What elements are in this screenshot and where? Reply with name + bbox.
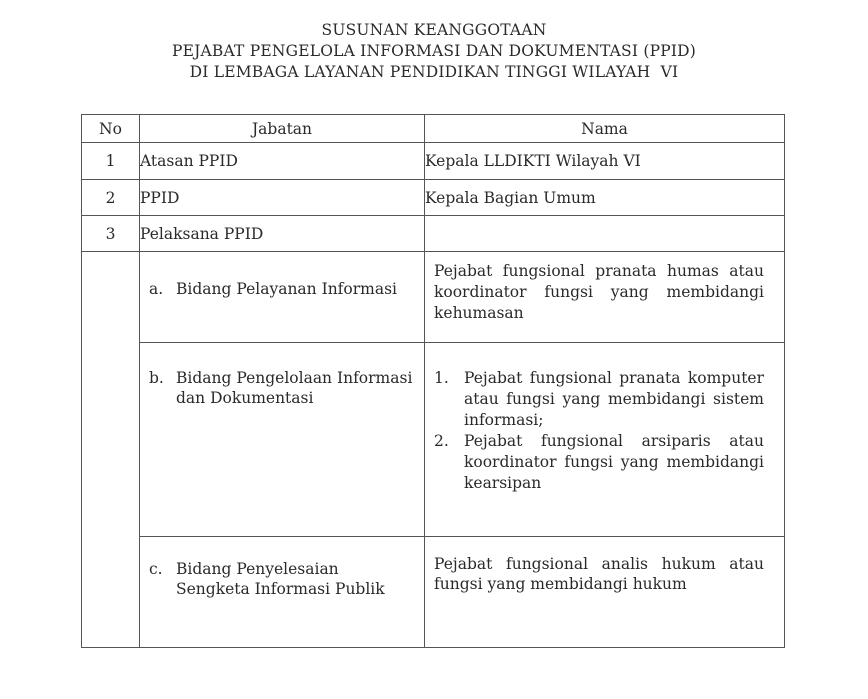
title-line-3: DI LEMBAGA LAYANAN PENDIDIKAN TINGGI WILAYAH VI xyxy=(189,63,679,81)
row-jabatan: Pelaksana PPID xyxy=(140,216,425,252)
row-jabatan: Atasan PPID xyxy=(140,143,425,180)
document-title xyxy=(0,20,868,83)
sub-mark: c. xyxy=(149,560,163,578)
row-nama xyxy=(425,216,785,252)
table-row xyxy=(82,180,785,216)
row-number-empty xyxy=(82,252,140,343)
row-number: 3 xyxy=(82,216,140,252)
row-nama: Kepala LLDIKTI Wilayah VI xyxy=(425,143,785,180)
header-nama: Nama xyxy=(425,115,785,143)
list-item xyxy=(434,431,764,494)
row-jabatan: PPID xyxy=(140,180,425,216)
row-number: 2 xyxy=(82,180,140,216)
table-header-row xyxy=(82,115,785,143)
list-number: 1. xyxy=(434,369,449,387)
row-nama: Kepala Bagian Umum xyxy=(425,180,785,216)
sub-jabatan: Bidang Pelayanan Informasi xyxy=(176,280,398,298)
table-row xyxy=(82,343,785,537)
list-number: 2. xyxy=(434,432,449,450)
sub-nama-cell xyxy=(425,252,785,343)
sub-jabatan-cell xyxy=(140,343,425,537)
title-line-2: PEJABAT PENGELOLA INFORMASI DAN DOKUMENTASI (PPID) xyxy=(171,42,697,60)
sub-jabatan: Bidang Pengelolaan Informasi dan Dokumentasi xyxy=(176,369,413,407)
membership-table xyxy=(81,114,785,648)
table-row xyxy=(82,216,785,252)
title-line-1: SUSUNAN KEANGGOTAAN xyxy=(321,21,547,39)
sub-jabatan: Bidang Penyelesaian Sengketa Informasi Publik xyxy=(176,560,385,598)
table-row xyxy=(82,252,785,343)
list-item xyxy=(434,368,764,431)
table-row xyxy=(82,143,785,180)
numbered-list xyxy=(425,343,784,494)
row-number-empty xyxy=(82,343,140,537)
sub-nama: Pejabat fungsional pranata humas atau koordinator fungsi yang membidangi kehumasan xyxy=(434,262,764,322)
sub-nama: Pejabat fungsional analis hukum atau fungsi yang membidangi hukum xyxy=(434,555,764,593)
row-number: 1 xyxy=(82,143,140,180)
sub-mark: a. xyxy=(149,280,164,298)
sub-nama-cell xyxy=(425,537,785,648)
list-text: Pejabat fungsional arsiparis atau koordinator fungsi yang membidangi kearsipan xyxy=(464,432,764,492)
row-number-empty xyxy=(82,537,140,648)
list-text: Pejabat fungsional pranata komputer atau fungsi yang membidangi sistem informasi; xyxy=(464,369,764,429)
header-jabatan: Jabatan xyxy=(140,115,425,143)
header-no: No xyxy=(82,115,140,143)
sub-jabatan-cell xyxy=(140,537,425,648)
table-row xyxy=(82,537,785,648)
sub-jabatan-cell xyxy=(140,252,425,343)
sub-mark: b. xyxy=(149,369,164,387)
sub-nama-cell xyxy=(425,343,785,537)
